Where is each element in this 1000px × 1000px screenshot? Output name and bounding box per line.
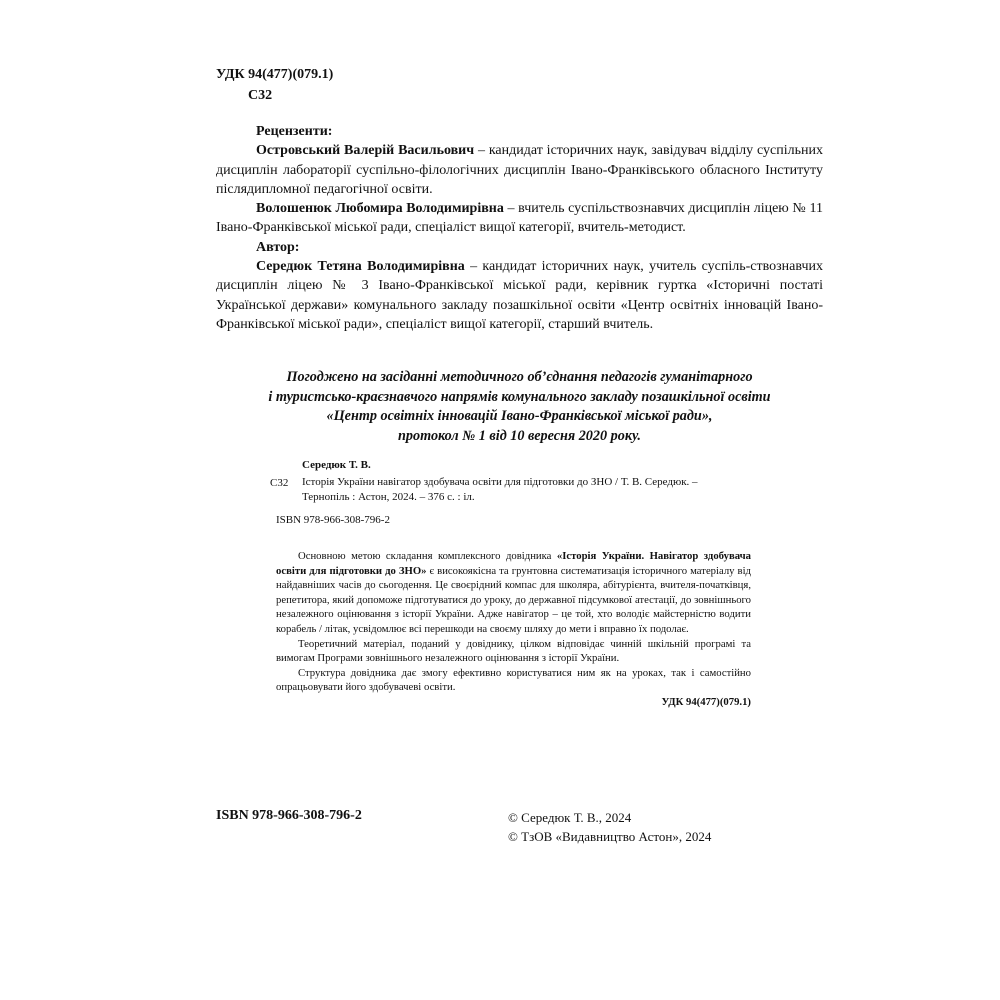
approval-line-2: і туристсько-краєзнавчого напрямів комунального закладу позашкільної освіти bbox=[268, 388, 771, 405]
catalog-code: С32 bbox=[270, 477, 289, 489]
author-info bbox=[216, 257, 823, 334]
catalog-line-2: Тернопіль : Астон, 2024. – 376 с. : іл. bbox=[302, 491, 475, 503]
author-text: – кандидат історичних наук, учитель суспіль-ствознавчих дисциплін ліцею № 3 Івано-Франківської міської ради, керівник гуртка «Історичні постаті Української держави» комунального закладу позашкільної освіти «Центр освітніх інновацій Івано-Франківської міської ради», спеціаліст вищої категорії, старший вчитель. bbox=[216, 259, 823, 332]
udk-header bbox=[216, 64, 333, 106]
author-name: Середюк Тетяна Володимирівна bbox=[256, 259, 465, 275]
copyright-author: © Середюк Т. В., 2024 bbox=[508, 810, 632, 825]
approval-line-4: протокол № 1 від 10 вересня 2020 року. bbox=[398, 427, 641, 444]
approval-line-1: Погоджено на засіданні методичного об’єднання педагогів гуманітарного bbox=[286, 369, 753, 385]
annotation-udk: УДК 94(477)(079.1) bbox=[661, 695, 751, 708]
annotation bbox=[276, 549, 751, 710]
annotation-p1-start: Основною метою складання комплексного довідника bbox=[298, 550, 557, 562]
reviewer-1 bbox=[216, 141, 823, 199]
reviewers-section bbox=[216, 122, 823, 334]
annotation-paragraph-3: Структура довідника дає змогу ефективно користуватися ним як на уроках, так і самостійно опрацьовувати його здобувачеві освіти. bbox=[276, 666, 751, 694]
catalog-line-1: Історія України навігатор здобувача освіти для підготовки до ЗНО / Т. В. Середюк. – bbox=[302, 476, 698, 488]
footer-isbn: ISBN 978-966-308-796-2 bbox=[216, 808, 362, 823]
approval-note bbox=[216, 368, 823, 446]
annotation-book-title: «Історія України. Навігатор здобувача освіти для підготовки до ЗНО» bbox=[276, 550, 751, 577]
author-heading: Автор: bbox=[256, 239, 300, 255]
udk-code: УДК 94(477)(079.1) bbox=[216, 67, 334, 82]
annotation-paragraph-1 bbox=[276, 549, 751, 637]
reviewer-1-text: – кандидат історичних наук, завідувач відділу суспільних дисциплін лабораторії суспільно-філологічних дисциплін Івано-Франківського обласного Інституту післядипломної педагогічної освіти. bbox=[216, 143, 823, 197]
annotation-p1-rest: є високоякісна та грунтовна систематизація історичного матеріалу від найдавніших часів до сьогодення. Це своєрідний компас для школяра, абітурієнта, вчителя-початківця, репетитора, який допоможе підготуватися до уроку, до державної підсумкової атестації, до зовнішнього незалежного оцінювання з історії України. Адже навігатор – це той, хто володіє майстерністю водити корабель / літак, усвідомлює всі перешкоди на своєму шляху до мети і вправно їх подолає. bbox=[276, 564, 751, 635]
approval-line-3: «Центр освітніх інновацій Івано-Франківської міської ради», bbox=[326, 408, 713, 424]
reviewer-1-name: Островський Валерій Васильович bbox=[256, 143, 475, 159]
catalog-author: Середюк Т. В. bbox=[302, 459, 371, 471]
udk-class: С32 bbox=[248, 88, 273, 103]
annotation-paragraph-2: Теоретичний матеріал, поданий у довіднику, цілком відповідає чинній шкільній програмі та вимогам Програми зовнішнього незалежного оцінювання з історії України. bbox=[276, 637, 751, 665]
copyright-publisher: © ТзОВ «Видавництво Астон», 2024 bbox=[508, 829, 712, 844]
copyright-block bbox=[508, 808, 711, 846]
reviewer-2 bbox=[216, 199, 823, 238]
reviewers-heading: Рецензенти: bbox=[256, 124, 333, 139]
reviewer-2-text: – вчитель суспільствознавчих дисциплін ліцею № 11 Івано-Франківської міської ради, спеціаліст вищої категорії, вчитель-методист. bbox=[216, 201, 823, 236]
reviewer-2-name: Волошенюк Любомира Володимирівна bbox=[256, 201, 504, 217]
catalog-isbn: ISBN 978-966-308-796-2 bbox=[276, 514, 390, 526]
catalog-description bbox=[302, 475, 802, 505]
